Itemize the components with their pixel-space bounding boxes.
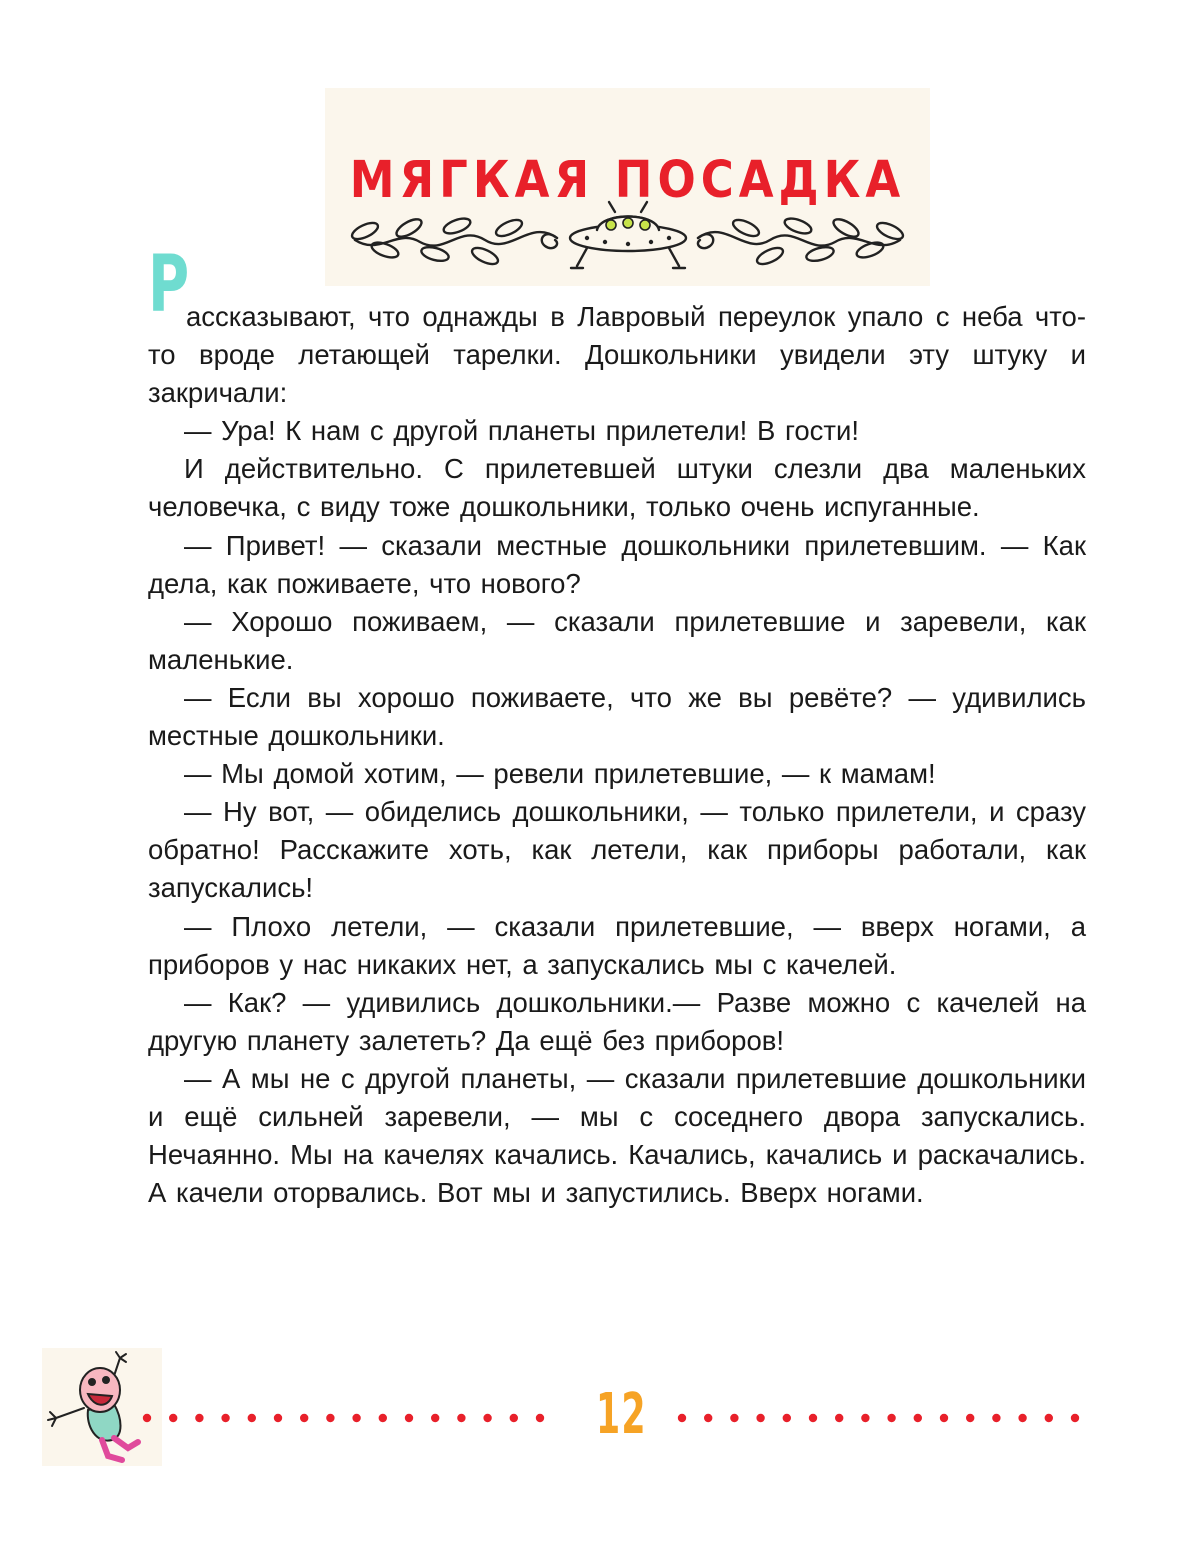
dot	[940, 1414, 948, 1422]
dot	[300, 1414, 308, 1422]
dot	[783, 1414, 791, 1422]
first-paragraph	[148, 240, 1086, 412]
first-paragraph-text: ассказывают, что однажды в Лавровый переулок упало с неба что-то вроде летающей тарелки. Дошкольники увидели эту штуку и закричали:	[148, 301, 1086, 409]
paragraph: — Привет! — сказали местные дошкольники прилетевшим. — Как дела, как поживаете, что нового?	[148, 529, 1086, 599]
dot	[861, 1414, 869, 1422]
dot	[274, 1414, 282, 1422]
story-text	[148, 240, 1086, 1212]
dot	[483, 1414, 491, 1422]
paragraph: — Как? — удивились дошкольники.— Разве можно с качелей на другую планету залететь? Да ещё без приборов!	[148, 986, 1086, 1056]
paragraph: — А мы не с другой планеты, — сказали прилетевшие дошкольники и ещё сильней заревели, — мы с соседнего двора запускались. Нечаянно. Мы на качелях качались. Качались, качались и раскачались. А качели оторвались. Вот мы и запустились. Вверх ногами.	[148, 1062, 1086, 1209]
dot	[195, 1414, 203, 1422]
dot	[457, 1414, 465, 1422]
dot	[405, 1414, 413, 1422]
dot	[835, 1414, 843, 1422]
dot	[1045, 1414, 1053, 1422]
paragraph: — Ну вот, — обиделись дошкольники, — только прилетели, и сразу обратно! Расскажите хоть, как летели, как приборы работали, как запускались!	[148, 796, 1086, 904]
dot	[510, 1414, 518, 1422]
dot	[326, 1414, 334, 1422]
left-dotted-rule	[140, 1411, 560, 1425]
dot	[730, 1414, 738, 1422]
paragraph: И действительно. С прилетевшей штуки слезли два маленьких человечка, с виду тоже дошкольники, только очень испуганные.	[148, 453, 1086, 523]
right-dotted-rule	[675, 1411, 1095, 1425]
dot	[536, 1414, 544, 1422]
dot	[887, 1414, 895, 1422]
dot	[1071, 1414, 1079, 1422]
page-number: 12	[596, 1382, 647, 1447]
paragraph: — Если вы хорошо поживаете, что же вы ревёте? — удивились местные дошкольники.	[148, 681, 1086, 752]
dot	[169, 1414, 177, 1422]
dot	[704, 1414, 712, 1422]
dot	[992, 1414, 1000, 1422]
dot	[678, 1414, 686, 1422]
dot	[809, 1414, 817, 1422]
dot	[221, 1414, 229, 1422]
paragraph: — Хорошо поживаем, — сказали прилетевшие и заревели, как маленькие.	[148, 605, 1086, 675]
dot	[431, 1414, 439, 1422]
paragraph: — Плохо летели, — сказали прилетевшие, — вверх ногами, а приборов у нас никаких нет, а запускались мы с качелей.	[148, 910, 1086, 980]
dot	[914, 1414, 922, 1422]
dot	[352, 1414, 360, 1422]
jumping-kid-illustration	[42, 1348, 162, 1466]
dot	[966, 1414, 974, 1422]
paragraph: — Ура! К нам с другой планеты прилетели! В гости!	[184, 415, 860, 447]
dot	[379, 1414, 387, 1422]
paragraph: — Мы домой хотим, — ревели прилетевшие, — к мамам!	[184, 758, 936, 790]
title-block	[325, 88, 930, 286]
dot	[143, 1414, 151, 1422]
dot	[1018, 1414, 1026, 1422]
chapter-title: МЯГКАЯ ПОСАДКА	[349, 150, 906, 210]
drop-cap: Р	[148, 240, 190, 330]
dot	[248, 1414, 256, 1422]
dot	[756, 1414, 764, 1422]
ufo-vine-ornament-icon	[325, 198, 930, 288]
